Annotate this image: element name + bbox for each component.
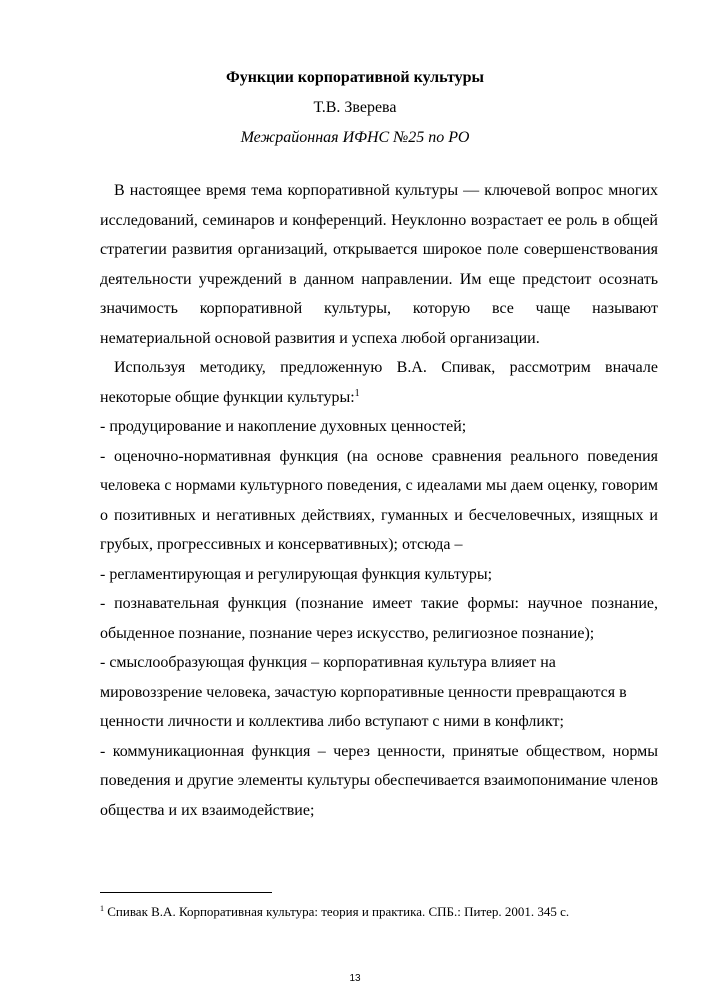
list-item: - смыслообразующая функция – корпоративная культура влияет на мировоззрение человека, зачастую корпоративные ценности превращаются в ценности личности и коллектива либо вступают с ними в конфликт; bbox=[100, 654, 627, 730]
footnote-marker: 1 bbox=[100, 904, 104, 913]
paragraph-method bbox=[100, 353, 658, 412]
list-item: - познавательная функция (познание имеет такие формы: научное познание, обыденное познание, познание через искусство, религиозное познание); bbox=[100, 595, 658, 642]
footnote-separator bbox=[100, 892, 272, 893]
author-name: Т.В. Зверева bbox=[313, 99, 397, 116]
list-item: - коммуникационная функция – через ценности, принятые обществом, нормы поведения и другие элементы культуры обеспечивается взаимопонимание членов общества и их взаимодействие; bbox=[100, 742, 658, 819]
list-item: - продуцирование и накопление духовных ценностей; bbox=[100, 418, 467, 435]
list-item: - регламентирующая и регулирующая функция культуры; bbox=[100, 565, 493, 583]
document-title: Функции корпоративной культуры bbox=[225, 69, 485, 86]
paragraph-method-text: Используя методику, предложенную В.А. Спивак, рассмотрим вначале некоторые общие функции культуры: bbox=[100, 359, 658, 406]
list-item: - оценочно-нормативная функция (на основе сравнения реального поведения человека с нормами культурного поведения, с идеалами мы даем оценку, говорим о позитивных и негативных действиях, гуманных и бесчеловечных, изящных и грубых, прогрессивных и консервативных); отсюда – bbox=[100, 447, 658, 553]
paragraph-intro: В настоящее время тема корпоративной культуры — ключевой вопрос многих исследований, семинаров и конференций. Неуклонно возрастает ее роль в общей стратегии развития организаций, открывается широкое поле совершенствования деятельности учреждений в данном направлении. Им еще предстоит осознать значимость корпоративной культуры, которую все чаще называют нематериальной основой развития и успеха любой организации. bbox=[100, 182, 658, 347]
author-affiliation: Межрайонная ИФНС №25 по РО bbox=[240, 129, 470, 146]
footnote-text: Спивак В.А. Корпоративная культура: теория и практика. СПБ.: Питер. 2001. 345 с. bbox=[104, 904, 570, 919]
document-body bbox=[100, 176, 658, 825]
page-number: 13 bbox=[349, 973, 361, 984]
footnote-reference: 1 bbox=[354, 387, 360, 399]
footnote bbox=[100, 903, 660, 921]
